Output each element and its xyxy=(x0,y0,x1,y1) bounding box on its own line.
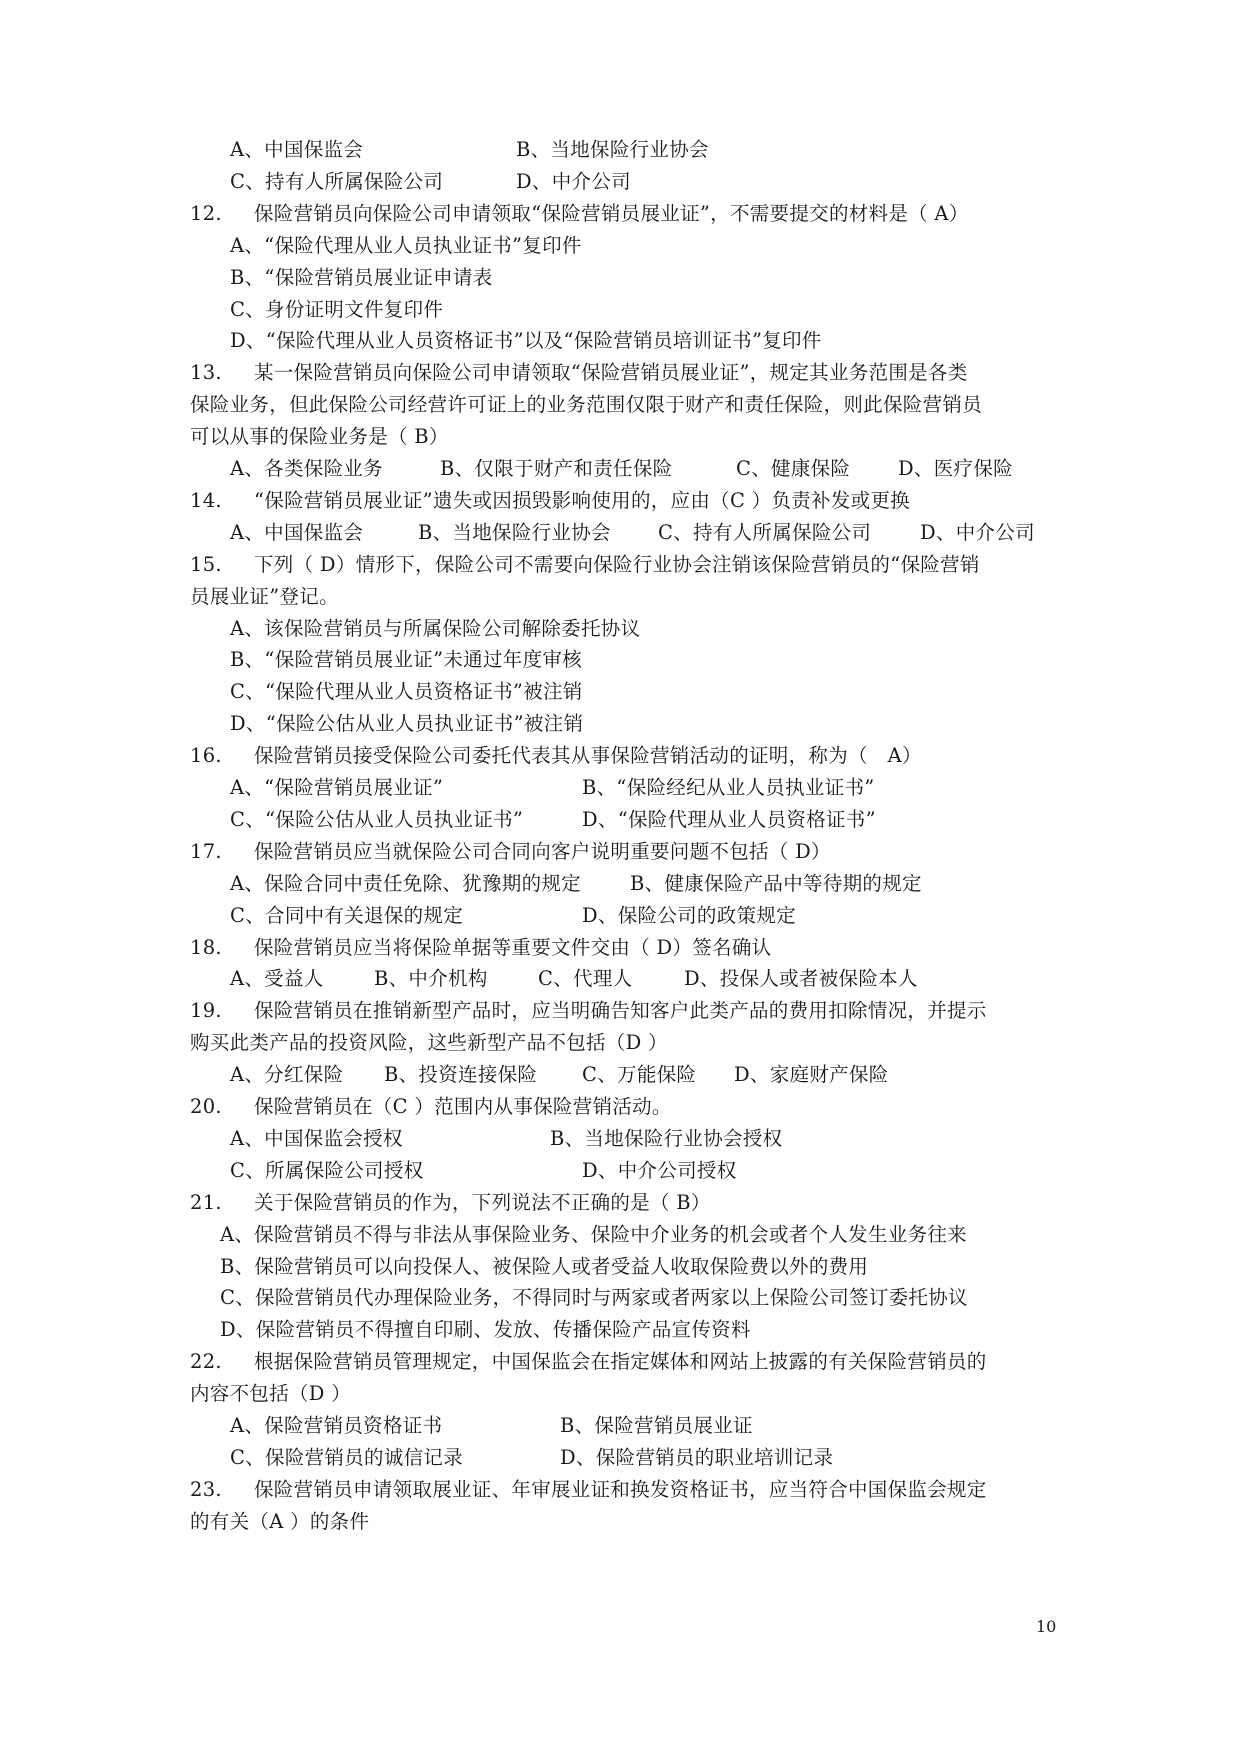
line-text: “保险营销员展业证”遗失或因损毁影响使用的，应由（C ）负责补发或更换 xyxy=(254,488,911,512)
line-text: B、中介机构 xyxy=(374,967,488,991)
option-text xyxy=(898,453,1013,485)
option-text xyxy=(230,1410,442,1442)
line-text: A、该保险营销员与所属保险公司解除委托协议 xyxy=(230,616,641,640)
line-text: B、仅限于财产和责任保险 xyxy=(440,457,673,480)
question-text xyxy=(190,1346,987,1378)
line-text: A、中国保监会 xyxy=(230,520,364,544)
option-text xyxy=(582,772,875,804)
option-text xyxy=(230,517,363,549)
line-text: C、合同中有关退保的规定 xyxy=(230,903,464,927)
line-text: C、身份证明文件复印件 xyxy=(230,297,444,321)
option-text xyxy=(190,1378,351,1410)
question-number: 23. xyxy=(190,1477,222,1501)
option-text xyxy=(220,1219,967,1251)
line-text: 保险营销员应当就保险公司合同向客户说明重要问题不包括（ D） xyxy=(254,839,831,863)
question-number: 14. xyxy=(190,488,222,512)
option-text xyxy=(230,676,583,708)
option-text xyxy=(630,868,922,900)
line-text: 根据保险营销员管理规定，中国保监会在指定媒体和网站上披露的有关保险营销员的 xyxy=(254,1350,987,1374)
text-line xyxy=(0,389,1241,421)
line-text: D、“保险代理从业人员资格证书” xyxy=(582,807,876,831)
text-line xyxy=(0,1059,1241,1091)
line-text: A、中国保监会 xyxy=(230,138,364,161)
option-text xyxy=(550,1123,782,1155)
option-text xyxy=(230,230,582,262)
line-text: C、持有人所属保险公司 xyxy=(230,169,444,193)
option-text xyxy=(230,804,523,836)
option-text xyxy=(230,1123,403,1155)
text-line xyxy=(0,1506,1241,1538)
line-text: D、保险营销员的职业培训记录 xyxy=(560,1445,834,1469)
text-line xyxy=(0,676,1241,708)
text-line xyxy=(0,1123,1241,1155)
line-text: 保险营销员应当将保险单据等重要文件交由（ D）签名确认 xyxy=(254,935,772,959)
line-text: C、“保险公估从业人员执业证书” xyxy=(230,807,524,831)
line-text: D、家庭财产保险 xyxy=(734,1063,889,1087)
option-text xyxy=(440,453,672,485)
option-text xyxy=(920,517,1035,549)
text-line xyxy=(0,804,1241,836)
option-text xyxy=(582,900,796,932)
question-text xyxy=(190,995,987,1027)
line-text: 保险营销员在（C ）范围内从事保险营销活动。 xyxy=(254,1095,672,1118)
text-line xyxy=(0,1442,1241,1474)
option-text xyxy=(230,868,581,900)
text-line xyxy=(0,1314,1241,1346)
text-line xyxy=(0,262,1241,294)
text-line xyxy=(0,1251,1241,1283)
line-text: C、“保险代理从业人员资格证书”被注销 xyxy=(230,680,583,704)
line-text: A、各类保险业务 xyxy=(230,457,383,480)
option-text xyxy=(190,421,449,453)
question-text xyxy=(190,198,969,230)
line-text: A、中国保监会授权 xyxy=(230,1126,403,1150)
line-text: A、保险营销员资格证书 xyxy=(230,1414,443,1437)
line-text: C、持有人所属保险公司 xyxy=(658,520,872,544)
line-text: D、保险公司的政策规定 xyxy=(582,903,796,927)
text-line xyxy=(0,421,1241,453)
option-text xyxy=(230,1442,463,1474)
question-text xyxy=(190,932,771,964)
text-line xyxy=(0,166,1241,198)
option-text xyxy=(582,804,876,836)
line-text: 关于保险营销员的作为，下列说法不正确的是（ B） xyxy=(254,1190,711,1214)
option-text xyxy=(230,134,363,166)
option-text xyxy=(374,963,488,995)
line-text: 保险业务，但此保险公司经营许可证上的业务范围仅限于财产和责任保险，则此保险营销员 xyxy=(190,393,983,417)
question-text xyxy=(190,357,968,389)
option-text xyxy=(230,613,640,645)
option-text xyxy=(220,1251,868,1283)
line-text: D、中介公司 xyxy=(920,520,1035,544)
line-text: C、万能保险 xyxy=(582,1063,697,1087)
line-text: D、“保险公估从业人员执业证书”被注销 xyxy=(230,712,584,736)
question-number: 16. xyxy=(190,744,222,768)
option-text xyxy=(220,1282,968,1314)
option-text xyxy=(538,963,632,995)
question-text xyxy=(190,1187,711,1219)
option-text xyxy=(736,453,850,485)
line-text: B、投资连接保险 xyxy=(384,1063,538,1087)
line-text: 可以从事的保险业务是（ B） xyxy=(190,425,449,449)
line-text: C、保险营销员代办理保险业务，不得同时与两家或者两家以上保险公司签订委托协议 xyxy=(220,1286,968,1310)
text-line xyxy=(0,708,1241,740)
line-text: D、医疗保险 xyxy=(898,457,1013,480)
line-text: B、“保险营销员展业证申请表 xyxy=(230,265,493,289)
text-line xyxy=(0,1187,1241,1219)
option-text xyxy=(230,166,443,198)
line-text: A、分红保险 xyxy=(230,1063,344,1087)
text-line xyxy=(0,772,1241,804)
option-text xyxy=(230,708,583,740)
line-text: 保险营销员申请领取展业证、年审展业证和换发资格证书，应当符合中国保监会规定 xyxy=(254,1477,987,1501)
question-number: 12. xyxy=(190,201,222,225)
line-text: A、“保险营销员展业证” xyxy=(230,776,444,799)
text-line xyxy=(0,294,1241,326)
line-text: D、中介公司授权 xyxy=(582,1158,737,1182)
text-line xyxy=(0,1282,1241,1314)
question-text xyxy=(190,836,831,868)
question-number: 18. xyxy=(190,935,222,959)
text-line xyxy=(0,932,1241,964)
text-line xyxy=(0,995,1241,1027)
question-number: 13. xyxy=(190,361,222,385)
option-text xyxy=(516,166,631,198)
text-line xyxy=(0,549,1241,581)
text-line xyxy=(0,134,1241,166)
line-text: D、“保险代理从业人员资格证书”以及“保险营销员培训证书”复印件 xyxy=(230,329,822,353)
text-line xyxy=(0,581,1241,613)
option-text xyxy=(384,1059,537,1091)
line-text: B、当地保险行业协会授权 xyxy=(550,1126,783,1150)
page-number: 10 xyxy=(1036,1617,1057,1636)
text-line xyxy=(0,963,1241,995)
line-text: 购买此类产品的投资风险，这些新型产品不包括（D ） xyxy=(190,1031,668,1055)
text-line xyxy=(0,836,1241,868)
line-text: 员展业证”登记。 xyxy=(190,584,339,608)
text-line xyxy=(0,740,1241,772)
line-text: C、保险营销员的诚信记录 xyxy=(230,1445,464,1469)
text-line xyxy=(0,868,1241,900)
line-text: D、投保人或者被保险本人 xyxy=(684,967,918,991)
line-text: B、当地保险行业协会 xyxy=(418,520,611,544)
line-text: 保险营销员接受保险公司委托代表其从事保险营销活动的证明，称为（ A） xyxy=(254,744,922,768)
option-text xyxy=(560,1410,753,1442)
question-number: 15. xyxy=(190,552,222,576)
text-line xyxy=(0,453,1241,485)
line-text: B、当地保险行业协会 xyxy=(516,138,709,161)
line-text: B、“保险营销员展业证”未通过年度审核 xyxy=(230,648,582,672)
text-line xyxy=(0,1378,1241,1410)
text-line xyxy=(0,1346,1241,1378)
option-text xyxy=(190,389,982,421)
line-text: 某一保险营销员向保险公司申请领取“保险营销员展业证”，规定其业务范围是各类 xyxy=(254,361,968,385)
question-text xyxy=(190,1474,987,1506)
option-text xyxy=(230,325,822,357)
question-number: 22. xyxy=(190,1350,222,1374)
option-text xyxy=(220,1314,751,1346)
option-text xyxy=(230,262,493,294)
text-line xyxy=(0,325,1241,357)
option-text xyxy=(582,1155,737,1187)
text-line xyxy=(0,1474,1241,1506)
text-line xyxy=(0,1091,1241,1123)
line-text: D、保险营销员不得擅自印刷、发放、传播保险产品宣传资料 xyxy=(220,1318,751,1342)
question-number: 21. xyxy=(190,1190,222,1214)
line-text: 保险营销员向保险公司申请领取“保险营销员展业证”，不需要提交的材料是（ A） xyxy=(254,201,969,225)
line-text: C、代理人 xyxy=(538,967,633,991)
option-text xyxy=(230,772,443,804)
line-text: B、健康保险产品中等待期的规定 xyxy=(630,871,922,895)
text-line xyxy=(0,644,1241,676)
line-text: A、保险合同中责任免除、犹豫期的规定 xyxy=(230,871,581,895)
option-text xyxy=(418,517,611,549)
text-line xyxy=(0,357,1241,389)
option-text xyxy=(516,134,709,166)
line-text: B、保险营销员可以向投保人、被保险人或者受益人收取保险费以外的费用 xyxy=(220,1254,869,1278)
option-text xyxy=(190,1027,668,1059)
option-text xyxy=(734,1059,889,1091)
option-text xyxy=(230,644,582,676)
text-line xyxy=(0,230,1241,262)
option-text xyxy=(190,581,339,613)
text-line xyxy=(0,485,1241,517)
question-number: 20. xyxy=(190,1095,222,1118)
line-text: B、保险营销员展业证 xyxy=(560,1414,753,1437)
line-text: D、中介公司 xyxy=(516,169,631,193)
text-line xyxy=(0,517,1241,549)
option-text xyxy=(230,963,324,995)
option-text xyxy=(230,453,383,485)
text-line xyxy=(0,1155,1241,1187)
line-text: B、“保险经纪从业人员执业证书” xyxy=(582,776,875,799)
option-text xyxy=(582,1059,696,1091)
question-number: 17. xyxy=(190,839,222,863)
line-text: 下列（ D）情形下，保险公司不需要向保险行业协会注销该保险营销员的“保险营销 xyxy=(254,552,980,576)
question-text xyxy=(190,1091,672,1123)
text-line xyxy=(0,198,1241,230)
option-text xyxy=(230,1155,423,1187)
option-text xyxy=(684,963,918,995)
line-text: C、健康保险 xyxy=(736,457,851,480)
text-line xyxy=(0,1219,1241,1251)
text-line xyxy=(0,1410,1241,1442)
option-text xyxy=(230,294,443,326)
option-text xyxy=(190,1506,369,1538)
option-text xyxy=(658,517,871,549)
line-text: A、“保险代理从业人员执业证书”复印件 xyxy=(230,233,582,257)
question-text xyxy=(190,549,980,581)
line-text: A、保险营销员不得与非法从事保险业务、保险中介业务的机会或者个人发生业务往来 xyxy=(220,1222,967,1246)
question-text xyxy=(190,740,922,772)
text-line xyxy=(0,613,1241,645)
option-text xyxy=(560,1442,833,1474)
question-text xyxy=(190,485,910,517)
question-number: 19. xyxy=(190,999,222,1023)
text-line xyxy=(0,900,1241,932)
line-text: 内容不包括（D ） xyxy=(190,1382,352,1406)
option-text xyxy=(230,900,463,932)
line-text: A、受益人 xyxy=(230,967,324,991)
line-text: 的有关（A ）的条件 xyxy=(190,1509,370,1533)
line-text: C、所属保险公司授权 xyxy=(230,1158,424,1182)
option-text xyxy=(230,1059,343,1091)
text-line xyxy=(0,1027,1241,1059)
line-text: 保险营销员在推销新型产品时，应当明确告知客户此类产品的费用扣除情况，并提示 xyxy=(254,999,987,1023)
